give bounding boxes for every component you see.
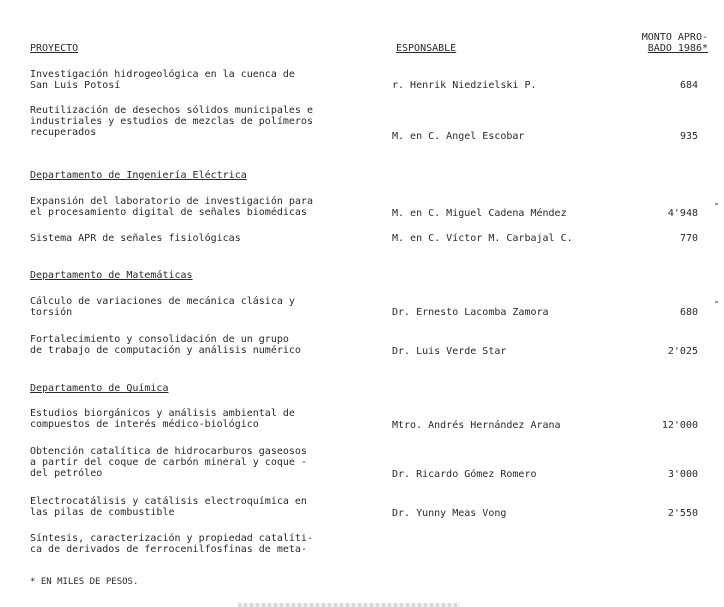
amount-text: 2'550 <box>667 508 698 519</box>
amount-text: 4'948 <box>667 208 698 219</box>
margin-mark <box>715 203 718 205</box>
column-header-project: PROYECTO <box>30 43 79 54</box>
amount-header-line-1: MONTO APRO- <box>641 32 708 43</box>
section-title: Departamento de Ingeniería Eléctrica <box>30 170 247 181</box>
project-text: Reutilización de desechos sólidos municipales e industriales y estudios de mezclas de polímeros recuperados <box>30 105 313 138</box>
amount-text: 2'025 <box>667 346 698 357</box>
responsible-text: M. en C. Miguel Cadena Méndez <box>392 208 567 219</box>
scan-artifact <box>238 603 460 607</box>
responsible-text: r. Henrik Niedzielski P. <box>392 80 537 91</box>
column-header-amount <box>642 32 708 54</box>
amount-text: 3'000 <box>667 469 698 480</box>
project-text: Fortalecimiento y consolidación de un grupo de trabajo de computación y análisis numérico <box>30 334 301 356</box>
responsible-text: M. en C. Angel Escobar <box>392 131 525 142</box>
margin-mark <box>715 301 718 303</box>
column-header-responsible: ESPONSABLE <box>396 43 457 54</box>
project-text: Sistema APR de señales fisiológicas <box>30 233 241 244</box>
section-title: Departamento de Matemáticas <box>30 270 193 281</box>
amount-header-line-2: BADO 1986* <box>647 43 708 54</box>
amount-text: 680 <box>679 307 698 318</box>
amount-text: 12'000 <box>661 420 698 431</box>
project-text: Electrocatálisis y catálisis electroquímica en las pilas de combustible <box>30 496 307 518</box>
project-text: Estudios biorgánicos y análisis ambiental de compuestos de interés médico-biológico <box>30 408 295 430</box>
project-text: Obtención catalítica de hidrocarburos gaseosos a partir del coque de carbón mineral y coque - del petróleo <box>30 446 307 479</box>
amount-text: 935 <box>679 131 698 142</box>
responsible-text: Dr. Yunny Meas Vong <box>392 508 507 519</box>
amount-text: 684 <box>679 80 698 91</box>
project-text: Investigación hidrogeológica en la cuenca de San Luis Potosí <box>30 69 295 91</box>
project-text: Cálculo de variaciones de mecánica clásica y torsión <box>30 296 295 318</box>
responsible-text: Dr. Luis Verde Star <box>392 346 507 357</box>
responsible-text: Dr. Ricardo Gómez Romero <box>392 469 537 480</box>
responsible-text: Mtro. Andrés Hernández Arana <box>392 420 561 431</box>
project-text: Expansión del laboratorio de investigación para el procesamiento digital de señales biomédicas <box>30 196 313 218</box>
section-title: Departamento de Química <box>30 383 169 394</box>
project-text: Síntesis, caracterización y propiedad catalíti- ca de derivados de ferrocenilfosfinas de meta- <box>30 533 313 555</box>
amount-text: 770 <box>679 233 698 244</box>
responsible-text: Dr. Ernesto Lacomba Zamora <box>392 307 549 318</box>
responsible-text: M. en C. Víctor M. Carbajal C. <box>392 233 573 244</box>
footnote: * EN MILES DE PESOS. <box>30 577 139 587</box>
